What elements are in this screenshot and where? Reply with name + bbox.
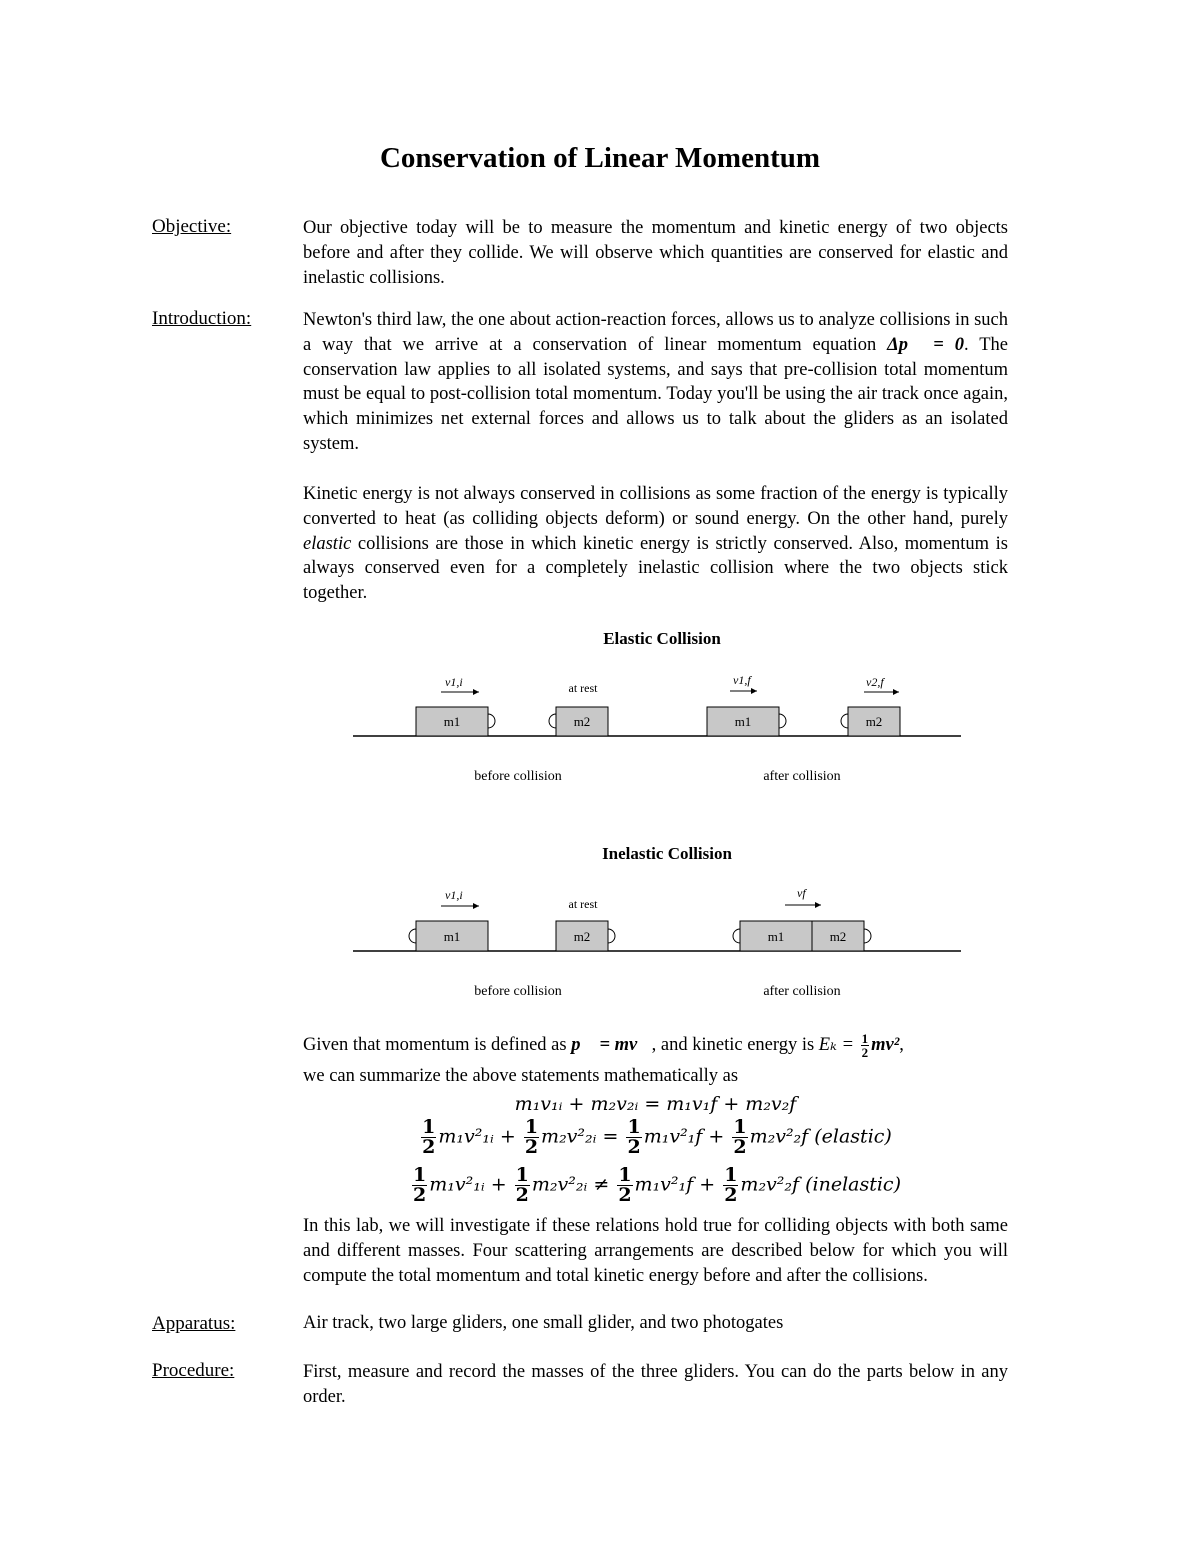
definitions-text-a: Given that momentum is defined as	[303, 1034, 572, 1055]
glider-m1-label: m1	[767, 929, 785, 944]
inelastic-figure-title: Inelastic Collision	[602, 844, 732, 863]
velocity-label-vf: vf	[797, 886, 806, 900]
bumper	[841, 714, 848, 728]
intro-text-a: Newton's third law, the one about action-reaction forces, allows us to analyze collisions in such a way that we arrive at a conservation of linear momentum equation	[303, 310, 1008, 355]
inelastic-energy-equation: $\frac{1}{2}$ m₁v²₁ᵢ + $\frac{1}{2}$ m₂v²₂ᵢ ≠ $\frac{1}{2}$ m₁v²₁f + $\frac{1}{2}$ m₂v²₂f (inelastic)	[413, 1164, 901, 1206]
inelastic-collision-figure	[345, 835, 965, 1005]
glider-m1-label: m1	[443, 929, 461, 944]
definitions-line	[303, 1032, 904, 1059]
bumper	[488, 714, 495, 728]
elastic-figure-title: Elastic Collision	[603, 629, 721, 648]
arrow-head	[473, 689, 479, 695]
fraction-half: $\frac{1}{2}$	[618, 1164, 632, 1206]
elastic-collision-figure	[345, 620, 965, 790]
procedure-label: Procedure:	[152, 1360, 235, 1381]
fraction-half: $\frac{1}{2}$	[413, 1164, 427, 1206]
glider-m2-label: m2	[865, 714, 883, 729]
velocity-label-v1i: v1,i	[445, 675, 463, 689]
before-collision-label: before collision	[474, 984, 562, 999]
definitions-text-b: , and kinetic energy is	[651, 1034, 819, 1055]
glider-m2-label: m2	[573, 929, 591, 944]
velocity-label-v1i: v1,i	[445, 888, 463, 902]
fraction-half: $\frac{1}{2}$	[422, 1116, 436, 1158]
apparatus-text: Air track, two large gliders, one small glider, and two photogates	[303, 1313, 784, 1333]
kinetic-energy-symbol: Eₖ =	[818, 1034, 859, 1055]
arrow-head	[473, 903, 479, 909]
intro-text-b: . The conservation law applies to all isolated systems, and says that pre-collision total momentum must be equal to post-collision total momentum. Today you'll be using the air track once again, which minimizes net external forces and allows us to talk about the gliders as an isolated system.	[303, 334, 1009, 454]
fraction-half: $\frac{1}{2}$	[515, 1164, 529, 1206]
velocity-label-v2f: v2,f	[866, 675, 884, 689]
fraction-half: $\frac{1}{2}$	[724, 1164, 738, 1206]
at-rest-label: at rest	[568, 681, 598, 695]
arrow-head	[751, 688, 757, 694]
introduction-paragraph-1	[303, 308, 1008, 457]
intro-text-d: collisions are those in which kinetic energy is strictly conserved. Also, momentum is always conserved even for a completely inelastic collision where the two objects stick together.	[303, 533, 1008, 604]
bumper	[608, 929, 615, 943]
procedure-text: First, measure and record the masses of the three gliders. You can do the parts below in any order.	[303, 1362, 1008, 1407]
momentum-definition: p⃗ = mv⃗	[571, 1034, 652, 1055]
at-rest-label: at rest	[568, 897, 598, 911]
fraction-half: $\frac{1}{2}$	[861, 1031, 869, 1060]
objective-text: Our objective today will be to measure the momentum and kinetic energy of two objects before and after they collide. We will observe which quantities are conserved for elastic and inelastic collisions.	[303, 218, 1008, 288]
lab-description: In this lab, we will investigate if these relations hold true for colliding objects with both same and different masses. Four scattering arrangements are described below for which you will compute the total momentum and total kinetic energy before and after the collisions.	[303, 1216, 1008, 1286]
fraction-half: $\frac{1}{2}$	[524, 1116, 539, 1158]
definitions-text-c: ,	[899, 1034, 904, 1055]
kinetic-energy-expression: mv²	[871, 1034, 900, 1055]
introduction-paragraph-2	[303, 482, 1008, 606]
elastic-energy-equation: $\frac{1}{2}$ m₁v²₁ᵢ + $\frac{1}{2}$ m₂v²₂ᵢ = $\frac{1}{2}$ m₁v²₁f + $\frac{1}{2}$ m₂v²₂f (elastic)	[422, 1116, 892, 1158]
page-title: Conservation of Linear Momentum	[379, 142, 821, 174]
after-collision-label: after collision	[763, 769, 841, 784]
intro-text-c: Kinetic energy is not always conserved in collisions as some fraction of the energy is typically converted to heat (as colliding objects deform) or sound energy. On the other hand, purely	[303, 484, 1008, 529]
fraction-half: $\frac{1}{2}$	[627, 1116, 641, 1158]
elastic-emphasis: elastic	[303, 533, 352, 554]
before-collision-label: before collision	[474, 769, 562, 784]
arrow-head	[893, 689, 899, 695]
bumper	[549, 714, 556, 728]
momentum-equation: m₁v₁ᵢ + m₂v₂ᵢ = m₁v₁f + m₂v₂f	[514, 1093, 797, 1115]
velocity-label-v1f: v1,f	[733, 673, 751, 687]
fraction-half: $\frac{1}{2}$	[733, 1116, 747, 1158]
bumper	[733, 929, 740, 943]
apparatus-label: Apparatus:	[152, 1313, 236, 1334]
glider-m1-label: m1	[734, 714, 752, 729]
momentum-conservation-equation: Δp⃗ = 0	[887, 334, 965, 355]
objective-label: Objective:	[152, 216, 232, 237]
bumper	[409, 929, 416, 943]
bumper	[864, 929, 871, 943]
bumper	[779, 714, 786, 728]
glider-m2-label: m2	[829, 929, 847, 944]
glider-m1-label: m1	[443, 714, 461, 729]
summary-intro: we can summarize the above statements mathematically as	[303, 1066, 739, 1086]
glider-m2-label: m2	[573, 714, 591, 729]
introduction-label: Introduction:	[152, 308, 252, 329]
after-collision-label: after collision	[763, 984, 841, 999]
arrow-head	[815, 902, 821, 908]
